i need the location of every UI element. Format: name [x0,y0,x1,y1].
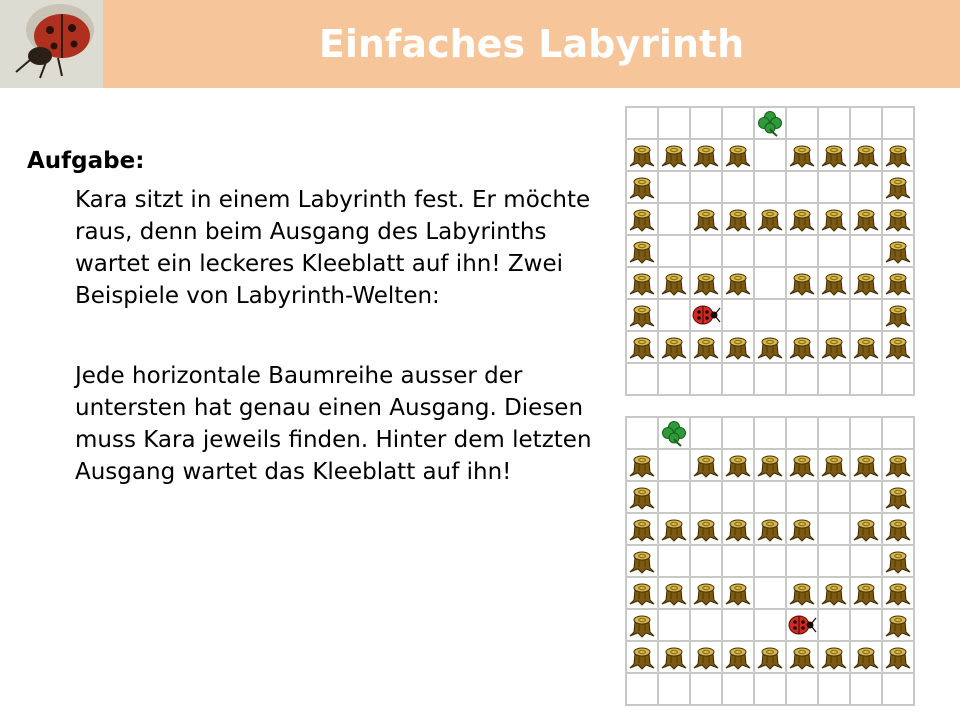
maze-row [626,481,914,513]
maze-cell [818,609,850,641]
header-bar [0,0,960,88]
maze-cell [690,545,722,577]
tree-stump-icon [627,302,657,328]
maze-cell-tree-stump [882,171,914,203]
maze-cell [786,107,818,139]
tree-stump-icon [627,142,657,168]
maze-cell [850,171,882,203]
maze-cell [690,107,722,139]
maze-cell [690,235,722,267]
maze-cell [658,235,690,267]
maze-row [626,235,914,267]
tree-stump-icon [819,580,849,606]
maze-cell-tree-stump [626,235,658,267]
tree-stump-icon [659,580,689,606]
tree-stump-icon [723,644,753,670]
maze-cell-tree-stump [690,331,722,363]
maze-cell [722,481,754,513]
tree-stump-icon [755,206,785,232]
maze-cell-tree-stump [882,299,914,331]
maze-cell-tree-stump [690,577,722,609]
maze-cell [850,299,882,331]
maze-cell-tree-stump [658,641,690,673]
tree-stump-icon [659,142,689,168]
maze-cell-tree-stump [850,641,882,673]
maze-cell-tree-stump [850,139,882,171]
maze-cell-tree-stump [626,513,658,545]
tree-stump-icon [755,644,785,670]
tree-stump-icon [691,580,721,606]
maze-cell-tree-stump [882,235,914,267]
ladybug-kara-icon [787,613,817,637]
maze-cell-tree-stump [658,267,690,299]
maze-cell [786,235,818,267]
tree-stump-icon [691,516,721,542]
tree-stump-icon [883,174,913,200]
tree-stump-icon [883,334,913,360]
maze-cell [818,673,850,705]
tree-stump-icon [883,612,913,638]
tree-stump-icon [755,334,785,360]
maze-cell [658,171,690,203]
maze-cell-tree-stump [722,513,754,545]
maze-cell [754,171,786,203]
task-description: Kara sitzt in einem Labyrinth fest. Er möchte raus, denn beim Ausgang des Labyrinths wartet ein leckeres Kleeblatt auf ihn! Zwei Beispiele von Labyrinth-Welten: [75,187,591,309]
maze-cell [722,235,754,267]
maze-cell [658,449,690,481]
maze-cell [786,299,818,331]
tree-stump-icon [787,580,817,606]
tree-stump-icon [851,206,881,232]
maze-cell-tree-stump [626,171,658,203]
maze-cell [850,609,882,641]
maze-cell-tree-stump [786,267,818,299]
tree-stump-icon [851,516,881,542]
tree-stump-icon [627,238,657,264]
tree-stump-icon [787,516,817,542]
tree-stump-icon [691,206,721,232]
tree-stump-icon [883,142,913,168]
maze-row [626,171,914,203]
maze-cell-tree-stump [658,331,690,363]
tree-stump-icon [851,142,881,168]
maze-cell-tree-stump [722,331,754,363]
maze-cell-tree-stump [754,513,786,545]
maze-world-1 [625,106,915,396]
tree-stump-icon [755,516,785,542]
cloverleaf-icon [755,109,785,137]
maze-cell [754,673,786,705]
maze-cell [722,545,754,577]
maze-cell-tree-stump [786,513,818,545]
tree-stump-icon [723,334,753,360]
maze-cell [722,363,754,395]
maze-cell-tree-stump [722,203,754,235]
maze-cell [850,235,882,267]
tree-stump-icon [691,644,721,670]
tree-stump-icon [819,334,849,360]
maze-cell-tree-stump [882,481,914,513]
maze-row [626,331,914,363]
maze-row [626,449,914,481]
maze-cell [754,299,786,331]
maze-cell [850,481,882,513]
maze-cell [658,545,690,577]
maze-cell [818,171,850,203]
maze-cell [786,481,818,513]
maze-row [626,299,914,331]
maze-cell [818,481,850,513]
maze-cell [690,171,722,203]
maze-cell [690,609,722,641]
tree-stump-icon [819,452,849,478]
maze-row [626,513,914,545]
maze-cell [658,481,690,513]
task-text [27,148,597,488]
maze-cell [754,267,786,299]
maze-cell-tree-stump [690,139,722,171]
maze-row [626,673,914,705]
tree-stump-icon [883,302,913,328]
maze-cell-tree-stump [626,449,658,481]
tree-stump-icon [787,452,817,478]
tree-stump-icon [787,644,817,670]
maze-cell-tree-stump [690,203,722,235]
tree-stump-icon [883,206,913,232]
maze-cell [882,363,914,395]
tree-stump-icon [691,270,721,296]
maze-cell-tree-stump [818,203,850,235]
tree-stump-icon [883,238,913,264]
ladybug-logo-icon [0,0,103,88]
maze-cell [658,107,690,139]
tree-stump-icon [627,270,657,296]
task-heading: Aufgabe: [27,148,145,174]
maze-row [626,203,914,235]
maze-world-2 [625,416,915,706]
maze-cell-tree-stump [786,641,818,673]
maze-cell [818,417,850,449]
maze-row [626,609,914,641]
maze-cell [690,417,722,449]
tree-stump-icon [883,548,913,574]
maze-cell [818,513,850,545]
maze-cell-tree-stump [690,449,722,481]
maze-cell-tree-stump [882,641,914,673]
maze-cell-tree-stump [658,577,690,609]
tree-stump-icon [883,580,913,606]
maze-cell [818,545,850,577]
maze-cell-tree-stump [722,139,754,171]
maze-cell-tree-stump [626,481,658,513]
maze-cell [658,673,690,705]
maze-cell [626,417,658,449]
maze-cell [754,139,786,171]
maze-row [626,107,914,139]
maze-cell [722,417,754,449]
maze-cell-tree-stump [850,267,882,299]
tree-stump-icon [819,142,849,168]
maze-cell-tree-stump [722,267,754,299]
maze-cell-tree-stump [690,513,722,545]
maze-cell-tree-stump [882,513,914,545]
maze-cell [658,299,690,331]
maze-cell [786,171,818,203]
maze-cell [754,363,786,395]
maze-row [626,267,914,299]
tree-stump-icon [627,174,657,200]
maze-cell [754,577,786,609]
maze-cell-tree-stump [850,449,882,481]
tree-stump-icon [659,516,689,542]
maze-cell-tree-stump [690,267,722,299]
tree-stump-icon [883,484,913,510]
maze-cell [626,363,658,395]
maze-cell-cloverleaf [658,417,690,449]
maze-cell-tree-stump [626,331,658,363]
tree-stump-icon [723,452,753,478]
maze-cell [850,107,882,139]
slide-title: Einfaches Labyrinth [318,22,745,66]
maze-cell [754,481,786,513]
maze-cell [754,545,786,577]
maze-cell [754,235,786,267]
maze-cell-tree-stump [626,609,658,641]
maze-cell-tree-stump [818,577,850,609]
tree-stump-icon [723,580,753,606]
tree-stump-icon [627,612,657,638]
maze-cell-tree-stump [786,577,818,609]
tree-stump-icon [883,644,913,670]
maze-row [626,417,914,449]
tree-stump-icon [659,644,689,670]
tree-stump-icon [627,452,657,478]
tree-stump-icon [851,452,881,478]
maze-cell [690,673,722,705]
maze-cell [786,545,818,577]
maze-cell-tree-stump [786,449,818,481]
maze-cell-tree-stump [626,577,658,609]
maze-cell [722,673,754,705]
maze-cell-tree-stump [882,609,914,641]
maze-cell-tree-stump [850,331,882,363]
maze-cell-tree-stump [786,331,818,363]
maze-cell [722,171,754,203]
maze-cell [882,107,914,139]
maze-cell [626,107,658,139]
tree-stump-icon [851,580,881,606]
maze-cell-tree-stump [882,545,914,577]
tree-stump-icon [851,644,881,670]
tree-stump-icon [819,206,849,232]
tree-stump-icon [819,644,849,670]
tree-stump-icon [691,452,721,478]
tree-stump-icon [851,270,881,296]
maze-cell [818,299,850,331]
tree-stump-icon [851,334,881,360]
maze-cell-tree-stump [658,513,690,545]
maze-cell-tree-stump [658,139,690,171]
maze-cell [754,609,786,641]
maze-cell [658,203,690,235]
maze-cell [786,417,818,449]
maze-cell-tree-stump [818,331,850,363]
tree-stump-icon [627,206,657,232]
maze-cell-tree-stump [786,203,818,235]
maze-cell-tree-stump [882,139,914,171]
maze-cell [786,363,818,395]
maze-row [626,363,914,395]
maze-row [626,577,914,609]
maze-cell [850,545,882,577]
maze-cell [754,417,786,449]
maze-cell-tree-stump [850,577,882,609]
tree-stump-icon [627,548,657,574]
tree-stump-icon [691,334,721,360]
tree-stump-icon [883,270,913,296]
tree-stump-icon [659,270,689,296]
maze-row [626,139,914,171]
maze-rule-description: Jede horizontale Baumreihe ausser der untersten hat genau einen Ausgang. Diesen muss Kara jeweils finden. Hinter dem letzten Ausgang wartet das Kleeblatt auf ihn! [75,363,592,485]
maze-cell-tree-stump [722,577,754,609]
maze-row [626,641,914,673]
tree-stump-icon [627,516,657,542]
maze-cell-tree-stump [626,299,658,331]
maze-cell-tree-stump [626,545,658,577]
maze-cell-ladybug-kara [786,609,818,641]
maze-cell-tree-stump [690,641,722,673]
tree-stump-icon [787,334,817,360]
maze-cell-tree-stump [818,139,850,171]
maze-cell [818,363,850,395]
maze-row [626,545,914,577]
maze-cell-tree-stump [754,203,786,235]
tree-stump-icon [691,142,721,168]
maze-cell [882,417,914,449]
maze-cell-tree-stump [754,449,786,481]
maze-cell-tree-stump [818,267,850,299]
maze-cell-tree-stump [818,641,850,673]
tree-stump-icon [723,206,753,232]
tree-stump-icon [723,516,753,542]
tree-stump-icon [627,334,657,360]
maze-cell [658,363,690,395]
tree-stump-icon [787,270,817,296]
maze-cell-tree-stump [882,267,914,299]
tree-stump-icon [819,270,849,296]
tree-stump-icon [627,644,657,670]
maze-cell [722,299,754,331]
maze-cell-tree-stump [626,267,658,299]
ladybug-kara-icon [691,303,721,327]
maze-cell-tree-stump [882,331,914,363]
maze-cell [690,481,722,513]
tree-stump-icon [723,142,753,168]
maze-cell [818,235,850,267]
tree-stump-icon [787,142,817,168]
maze-cell [850,673,882,705]
maze-cell [850,363,882,395]
maze-cell-tree-stump [786,139,818,171]
maze-cell-tree-stump [850,513,882,545]
maze-cell-tree-stump [626,203,658,235]
maze-cell-tree-stump [818,449,850,481]
tree-stump-icon [755,452,785,478]
tree-stump-icon [627,580,657,606]
maze-cell [882,673,914,705]
maze-cell [850,417,882,449]
tree-stump-icon [883,516,913,542]
maze-cell-tree-stump [882,577,914,609]
maze-cell-tree-stump [882,203,914,235]
maze-cell [722,107,754,139]
maze-cell [722,609,754,641]
tree-stump-icon [883,452,913,478]
maze-cell-tree-stump [882,449,914,481]
maze-cell-cloverleaf [754,107,786,139]
tree-stump-icon [723,270,753,296]
maze-cell [690,363,722,395]
maze-cell-tree-stump [754,331,786,363]
maze-cell [626,673,658,705]
maze-cell-tree-stump [850,203,882,235]
tree-stump-icon [627,484,657,510]
maze-cell-tree-stump [626,139,658,171]
maze-cell-tree-stump [722,449,754,481]
maze-cell-ladybug-kara [690,299,722,331]
tree-stump-icon [659,334,689,360]
maze-cell-tree-stump [754,641,786,673]
tree-stump-icon [787,206,817,232]
maze-cell [818,107,850,139]
maze-cell-tree-stump [722,641,754,673]
maze-cell [658,609,690,641]
cloverleaf-icon [659,419,689,447]
maze-cell [786,673,818,705]
maze-cell-tree-stump [626,641,658,673]
